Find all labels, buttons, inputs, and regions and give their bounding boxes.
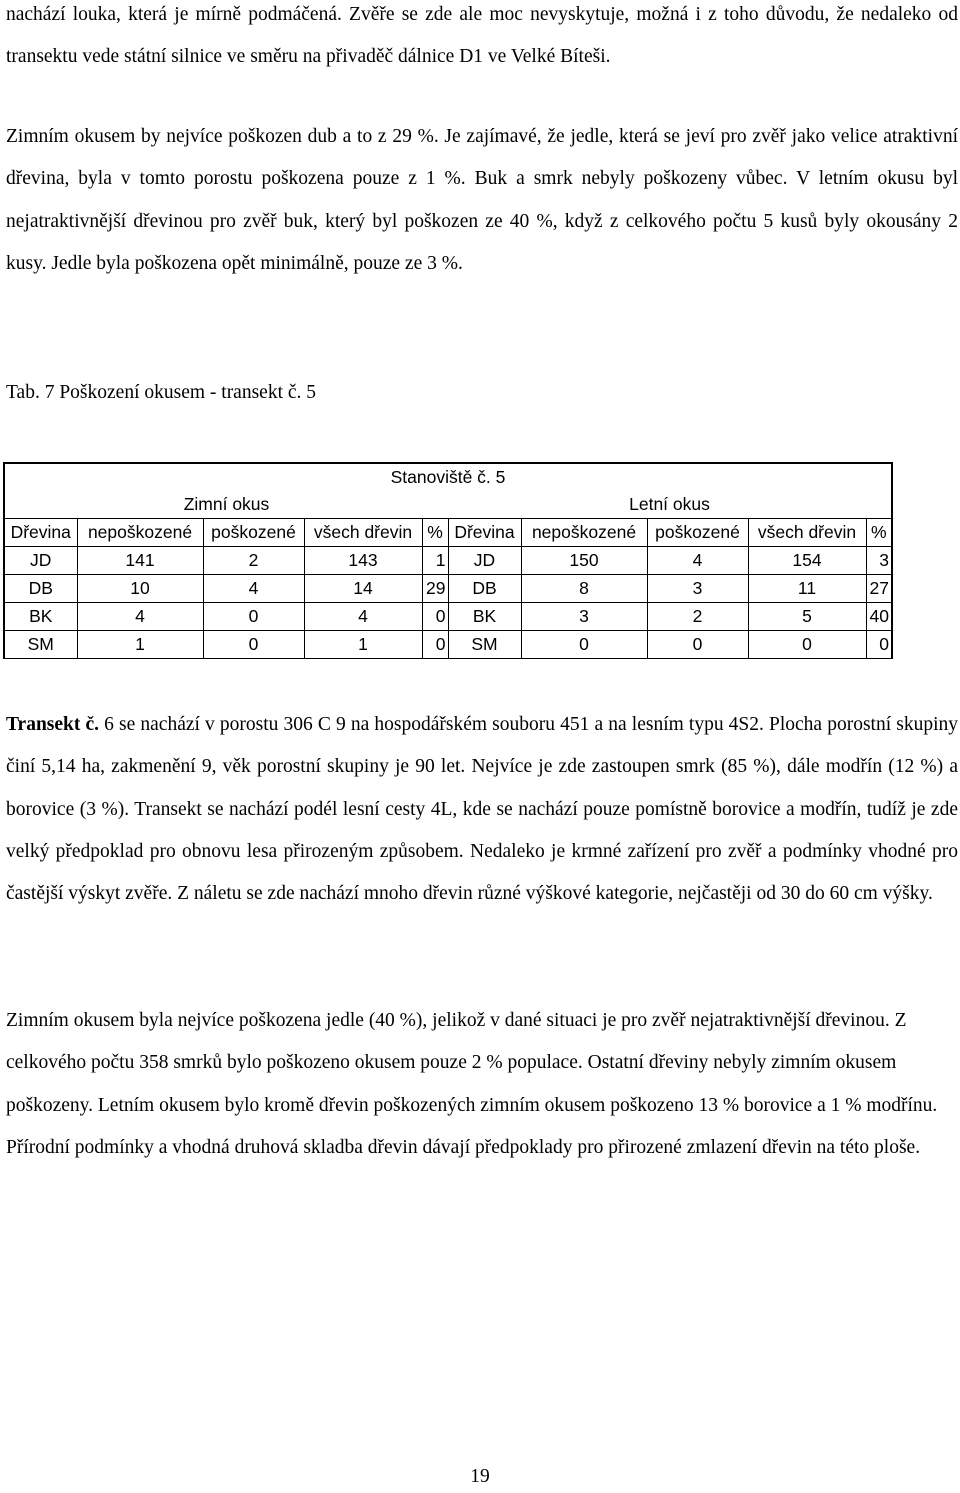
paragraph-transect5-damage: Zimním okusem by nejvíce poškozen dub a to z 29 %. Je zajímavé, že jedle, která se jeví pro zvěř jako velice atraktivní dřevina, byla v tomto porostu poškozena pouze z 1 %. Buk a smrk nebyly poškozeny vůbec. V letním okusu byl nejatraktivnější dřevinou pro zvěř buk, který byl poškozen ze 40 %, když z celkového počtu 5 kusů byly okousány 2 kusy. Jedle byla poškozena opět minimálně, pouze ze 3 %. xyxy=(6,126,958,274)
table-header-row xyxy=(4,519,892,547)
table-cell: 0 xyxy=(866,631,892,659)
table-cell: 8 xyxy=(521,575,647,603)
table-cell: 40 xyxy=(866,603,892,631)
table-cell: 14 xyxy=(304,575,422,603)
column-header: nepoškozené xyxy=(77,519,203,547)
table-cell: 154 xyxy=(748,547,866,575)
paragraph-transect6-damage: Zimním okusem byla nejvíce poškozena jedle (40 %), jelikož v dané situaci je pro zvěř nejatraktivnější dřevinou. Z celkového počtu 358 smrků bylo poškozeno okusem pouze 2 % populace. Ostatní dřeviny nebyly zimním okusem poškozeny. Letním okusem bylo kromě dřevin poškozených zimním okusem poškozeno 13 % borovice a 1 % modřínu. Přírodní podmínky a vhodná druhová skladba dřevin dávají předpoklady pro přirozené zmlazení dřevin na této ploše. xyxy=(6,1010,938,1158)
table-cell: 27 xyxy=(866,575,892,603)
table-cell: 0 xyxy=(521,631,647,659)
table-cell: 0 xyxy=(422,631,448,659)
column-header: Dřevina xyxy=(4,519,77,547)
column-header: % xyxy=(866,519,892,547)
table-cell: 10 xyxy=(77,575,203,603)
table-cell: 0 xyxy=(748,631,866,659)
table-cell: 2 xyxy=(647,603,748,631)
table-cell: 4 xyxy=(304,603,422,631)
table-row xyxy=(4,631,892,659)
transect-label: Transekt č. xyxy=(6,714,100,735)
table-cell: DB xyxy=(4,575,77,603)
column-header: poškozené xyxy=(203,519,304,547)
table-cell: 141 xyxy=(77,547,203,575)
table-cell: 0 xyxy=(422,603,448,631)
table-cell: 3 xyxy=(647,575,748,603)
damage-table xyxy=(3,462,893,659)
table-cell: 4 xyxy=(203,575,304,603)
table-cell: 5 xyxy=(748,603,866,631)
table-cell: 2 xyxy=(203,547,304,575)
table-cell: 1 xyxy=(77,631,203,659)
table-cell: 11 xyxy=(748,575,866,603)
table-cell: 0 xyxy=(647,631,748,659)
table-cell: 143 xyxy=(304,547,422,575)
table-cell: 3 xyxy=(866,547,892,575)
winter-browsing-label: Zimní okus xyxy=(4,491,448,519)
table-cell: 3 xyxy=(521,603,647,631)
table-cell: SM xyxy=(448,631,521,659)
table-cell: 4 xyxy=(77,603,203,631)
table-cell: JD xyxy=(4,547,77,575)
table-cell: BK xyxy=(448,603,521,631)
table-cell: JD xyxy=(448,547,521,575)
column-header: Dřevina xyxy=(448,519,521,547)
page-number: 19 xyxy=(470,1466,490,1487)
table-title: Stanoviště č. 5 xyxy=(4,463,892,491)
transect6-text: 6 se nachází v porostu 306 C 9 na hospodářském souboru 451 a na lesním typu 4S2. Plocha porostní skupiny činí 5,14 ha, zakmenění 9, věk porostní skupiny je 90 let. Nejvíce je zde zastoupen smrk (85 %), dále modřín (12 %) a borovice (3 %). Transekt se nachází podél lesní cesty 4L, kde se nachází pouze pomístně borovice a modřín, tudíž je zde velký předpoklad pro obnovu lesa přirozeným způsobem. Nedaleko je krmné zařízení pro zvěř a podmínky vhodné pro častější výskyt zvěře. Z náletu se zde nachází mnoho dřevin různé výškové kategorie, nejčastěji od 30 do 60 cm výšky. xyxy=(6,714,958,905)
column-header: nepoškozené xyxy=(521,519,647,547)
column-header: všech dřevin xyxy=(304,519,422,547)
table-row xyxy=(4,603,892,631)
table-cell: 4 xyxy=(647,547,748,575)
table-row xyxy=(4,547,892,575)
column-header: % xyxy=(422,519,448,547)
table-cell: 1 xyxy=(304,631,422,659)
table-cell: 29 xyxy=(422,575,448,603)
paragraph-intro: nachází louka, která je mírně podmáčená. Zvěře se zde ale moc nevyskytuje, možná i z toho důvodu, že nedaleko od transektu vede státní silnice ve směru na přivaděč dálnice D1 ve Velké Bíteši. xyxy=(6,4,958,68)
table-cell: 0 xyxy=(203,603,304,631)
table-cell: SM xyxy=(4,631,77,659)
table-cell: DB xyxy=(448,575,521,603)
summer-browsing-label: Letní okus xyxy=(448,491,892,519)
table-caption: Tab. 7 Poškození okusem - transekt č. 5 xyxy=(6,382,317,403)
column-header: všech dřevin xyxy=(748,519,866,547)
table-cell: 0 xyxy=(203,631,304,659)
table-row xyxy=(4,575,892,603)
paragraph-transect6 xyxy=(6,704,958,915)
table-cell: 150 xyxy=(521,547,647,575)
table-cell: 1 xyxy=(422,547,448,575)
column-header: poškozené xyxy=(647,519,748,547)
table-cell: BK xyxy=(4,603,77,631)
